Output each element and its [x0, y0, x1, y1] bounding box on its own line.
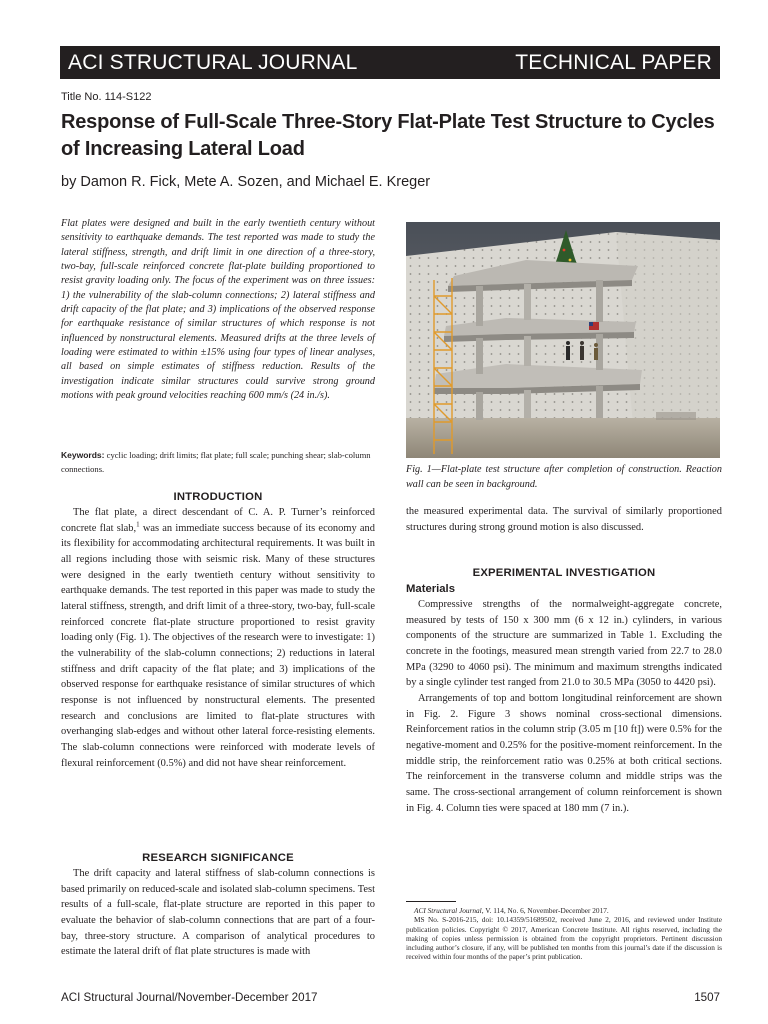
- photo-illustration: [406, 222, 720, 458]
- journal-name: ACI STRUCTURAL JOURNAL: [68, 50, 358, 74]
- significance-paragraph-continued: the measured experimental data. The survival of similarly proportioned structures during strong ground motion is also discussed.: [406, 506, 722, 533]
- significance-heading: RESEARCH SIGNIFICANCE: [142, 852, 294, 864]
- reference-marker: 1: [136, 520, 140, 529]
- paper-title: Response of Full-Scale Three-Story Flat-Plate Test Structure to Cycles of Increasing Lateral Load: [61, 111, 715, 160]
- keywords-label: Keywords:: [61, 450, 105, 460]
- figure-caption: Fig. 1—Flat-plate test structure after completion of construction. Reaction wall can be seen in background.: [406, 464, 722, 490]
- experimental-heading: EXPERIMENTAL INVESTIGATION: [472, 567, 656, 579]
- test-structure-photo: [406, 222, 720, 458]
- materials-paragraph-2: Arrangements of top and bottom longitudinal reinforcement are shown in Fig. 2. Figure 3 shows nominal cross-sectional dimensions. Reinforcement ratios in the column strip (3.05 m [10 ft]) were 0.5% for the negative-moment and 0.25% for the positive-moment reinforcement. In the middle strip, the reinforcement ratio was 0.25% at both critical sections. The reinforcement in the transverse column and middle strips was the same. The cross-sectional arrangement of column reinforcement is shown in Fig. 4. Column ties were spaced at 180 mm (7 in.).: [406, 692, 722, 814]
- footer-journal: ACI Structural Journal/November-December 2017: [61, 991, 318, 1004]
- journal-banner: [60, 46, 720, 79]
- introduction-heading: INTRODUCTION: [173, 491, 263, 503]
- footnote-rule: [406, 901, 456, 902]
- publication-footnote: [406, 906, 722, 962]
- experimental-text: [406, 597, 722, 816]
- author-list: by Damon R. Fick, Mete A. Sozen, and Michael E. Kreger: [61, 174, 431, 190]
- paper-type: TECHNICAL PAPER: [515, 50, 712, 74]
- materials-paragraph-1: Compressive strengths of the normalweight-aggregate concrete, measured by tests of 150 x 300 mm (6 x 12 in.) cylinders, in various components of the structure are summarized in Table 1. Excluding the concrete in the footings, measured mean strength varied from 22.7 to 28.0 MPa (3290 to 4060 psi). The minimum and maximum strengths indicated by a single cylinder test ranged from 21.0 to 30.5 MPa (3050 to 4420 psi).: [406, 599, 722, 689]
- significance-continued: [406, 504, 722, 535]
- materials-subheading: Materials: [406, 583, 455, 595]
- footnote-details: MS No. S-2016-215, doi: 10.14359/51689502, received June 2, 2016, and reviewed under Institute publication policies. Copyright © 2017, American Concrete Institute. All rights reserved, including the making of copies unless permission is obtained from the copyright proprietors. Pertinent discussion including author’s closure, if any, will be published ten months from this journal’s date if the discussion is received within four months of the paper’s print publication.: [406, 915, 722, 962]
- keywords-text: cyclic loading; drift limits; flat plate; full scale; punching shear; slab-column connections.: [61, 450, 371, 474]
- keywords: [61, 448, 375, 476]
- introduction-paragraph: The flat plate, a direct descendant of C. A. P. Turner’s reinforced concrete flat slab,$^1$ was an immediate success because of its economy and its flexibility for accommodating architectural requirements. It was built in all regions including those with seismic risk. Many of these structures were designed in the early twentieth century without sensitivity to earthquake demands. The test reported in this paper was made to study the lateral stiffness, strength, and drift limit of a three-story, two-bay, full-scale reinforced concrete flat-plate structure proportioned to resist gravity loading only (Fig. 1). The objectives of the research were to investigate: 1) the vulnerability of the slab-column connections; 2) reductions in lateral stiffness and drift capacity of the flat plate; and 3) implications of the observed response for earthquake resistance of similar structures of which response is not influenced by nonstructural elements. The presented research and conclusions are limited to flat-plate structures with overhanging slab-edges and without other lateral force-resisting elements. The slab-column connections were reinforced with moderate levels of flexural reinforcement (0.5%) and did not have shear reinforcement.: [61, 507, 375, 769]
- significance-text: [61, 866, 375, 960]
- title-number: Title No. 114-S122: [61, 91, 152, 103]
- page-number: 1507: [694, 991, 720, 1004]
- significance-paragraph: The drift capacity and lateral stiffness of slab-column connections is based primarily on reduced-scale and isolated slab-column specimens. Test results of a full-scale, flat-plate structure are reported in this paper to evaluate the behavior of slab-column connections that are part of a four-bay, three-story structure. A comparison of analytical procedures to estimate the lateral drift of flat plate structures is made with: [61, 868, 375, 958]
- abstract: Flat plates were designed and built in the early twentieth century without sensitivity to earthquake demands. The test reported was made to study the lateral stiffness, strength, and drift limit in one direction of a three-story, two-bay, full-scale reinforced concrete flat-plate building proportioned to resist gravity loading only. The focus of the experiment was on three issues: 1) the vulnerability of the slab-column connections; 2) lateral stiffness and drift capacity of the flat plate; and 3) implications of the observed response for earthquake resistance of similar structures of which response is not influenced by nonstructural elements. Measured drifts at the three levels of loading were estimated to within ±15% using four types of linear analyses, all based on simple estimates of stiffness reduction. Results of the investigation indicate similar structures could survive strong ground motions with peak ground velocities reaching 600 mm/s (24 in./s).: [61, 218, 375, 402]
- footnote-journal: ACI Structural Journal, V. 114, No. 6, November-December 2017.: [414, 906, 609, 915]
- introduction-text: [61, 505, 375, 771]
